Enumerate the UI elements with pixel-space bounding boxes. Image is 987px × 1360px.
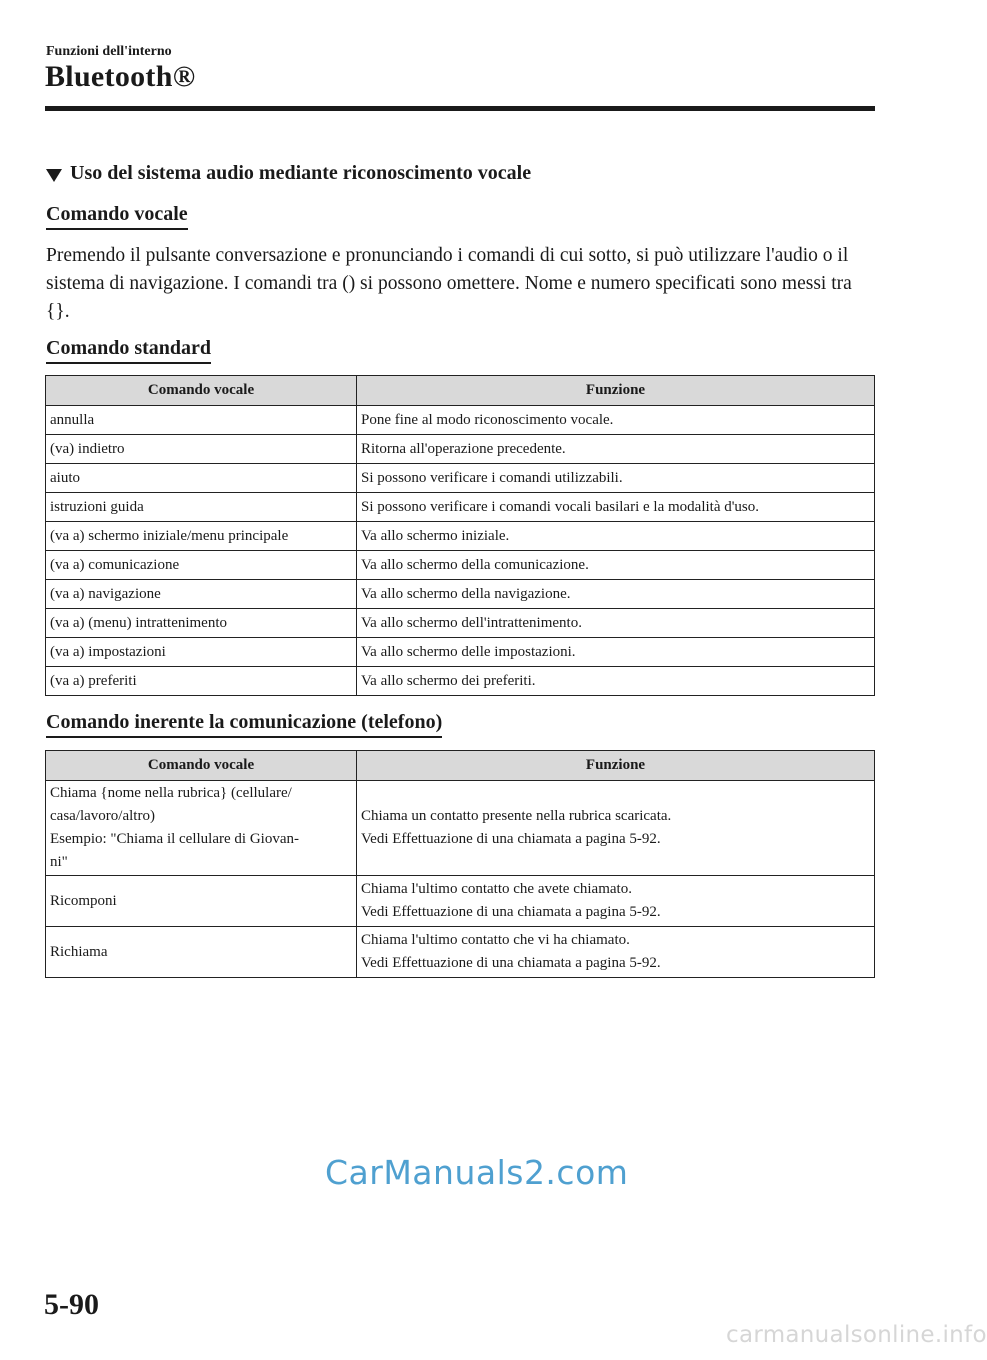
command-cell: Richiama [46, 927, 357, 978]
command-cell [46, 781, 357, 876]
table-row [46, 638, 875, 667]
command-line: casa/lavoro/altro) [50, 808, 155, 824]
table-row [46, 667, 875, 696]
intro-paragraph: Premendo il pulsante conversazione e pronunciando i comandi di cui sotto, si può utilizzare l'audio o il sistema di navigazione. I comandi tra () si possono omettere. Nome e numero specificati sono messi tra {}. [46, 245, 852, 322]
table-row [46, 781, 875, 876]
column-header: Comando vocale [46, 751, 357, 781]
command-cell: (va a) (menu) intrattenimento [46, 609, 357, 638]
table-header-row [46, 376, 875, 406]
command-line: Chiama {nome nella rubrica} (cellulare/ [50, 785, 292, 801]
function-line: Chiama l'ultimo contatto che vi ha chiamato. [361, 932, 630, 948]
standard-command-table [45, 375, 875, 696]
function-line: Chiama l'ultimo contatto che avete chiamato. [361, 881, 632, 897]
command-line: Esempio: "Chiama il cellulare di Giovan- [50, 831, 299, 847]
table-row [46, 551, 875, 580]
table-row [46, 609, 875, 638]
function-cell: Si possono verificare i comandi vocali basilari e la modalità d'uso. [357, 493, 875, 522]
function-line: Vedi Effettuazione di una chiamata a pagina 5-92. [361, 955, 661, 971]
function-cell: Va allo schermo delle impostazioni. [357, 638, 875, 667]
command-cell: (va) indietro [46, 435, 357, 464]
function-cell: Va allo schermo iniziale. [357, 522, 875, 551]
command-cell: (va a) navigazione [46, 580, 357, 609]
function-cell: Si possono verificare i comandi utilizzabili. [357, 464, 875, 493]
command-cell: (va a) preferiti [46, 667, 357, 696]
table-row [46, 406, 875, 435]
function-line: Chiama un contatto presente nella rubrica scaricata. [361, 808, 672, 824]
column-header: Comando vocale [46, 376, 357, 406]
phone-command-table [45, 750, 875, 978]
voice-command-heading: Comando vocale [46, 202, 188, 230]
watermark-logo: CarManuals2.com [325, 1153, 629, 1192]
column-header: Funzione [357, 376, 875, 406]
table-row [46, 464, 875, 493]
column-header: Funzione [357, 751, 875, 781]
function-cell: Va allo schermo della navigazione. [357, 580, 875, 609]
triangle-down-icon [46, 169, 62, 182]
table-header-row [46, 751, 875, 781]
subsection-title: Uso del sistema audio mediante riconoscimento vocale [70, 162, 532, 184]
command-cell: Ricomponi [46, 876, 357, 927]
table-row [46, 876, 875, 927]
function-cell: Va allo schermo dei preferiti. [357, 667, 875, 696]
command-cell: (va a) comunicazione [46, 551, 357, 580]
command-cell: istruzioni guida [46, 493, 357, 522]
function-cell [357, 876, 875, 927]
command-cell: (va a) schermo iniziale/menu principale [46, 522, 357, 551]
function-line: Vedi Effettuazione di una chiamata a pagina 5-92. [361, 904, 661, 920]
function-cell: Va allo schermo della comunicazione. [357, 551, 875, 580]
command-cell: (va a) impostazioni [46, 638, 357, 667]
function-line: Vedi Effettuazione di una chiamata a pagina 5-92. [361, 831, 661, 847]
title-divider [45, 106, 875, 111]
subsection-heading [46, 162, 531, 185]
table-row [46, 493, 875, 522]
site-watermark: carmanualsonline.info [726, 1322, 987, 1348]
section-label: Funzioni dell'interno [46, 44, 172, 59]
function-cell: Ritorna all'operazione precedente. [357, 435, 875, 464]
command-line: ni" [50, 854, 68, 870]
page-number: 5-90 [44, 1288, 99, 1321]
function-cell [357, 781, 875, 876]
command-cell: aiuto [46, 464, 357, 493]
function-cell: Va allo schermo dell'intrattenimento. [357, 609, 875, 638]
table-row [46, 580, 875, 609]
table-row [46, 435, 875, 464]
table-row [46, 927, 875, 978]
table-row [46, 522, 875, 551]
function-cell [357, 927, 875, 978]
function-cell: Pone fine al modo riconoscimento vocale. [357, 406, 875, 435]
phone-command-heading: Comando inerente la comunicazione (telefono) [46, 710, 442, 738]
standard-command-heading: Comando standard [46, 336, 211, 364]
command-cell: annulla [46, 406, 357, 435]
page-title: Bluetooth® [45, 60, 196, 93]
